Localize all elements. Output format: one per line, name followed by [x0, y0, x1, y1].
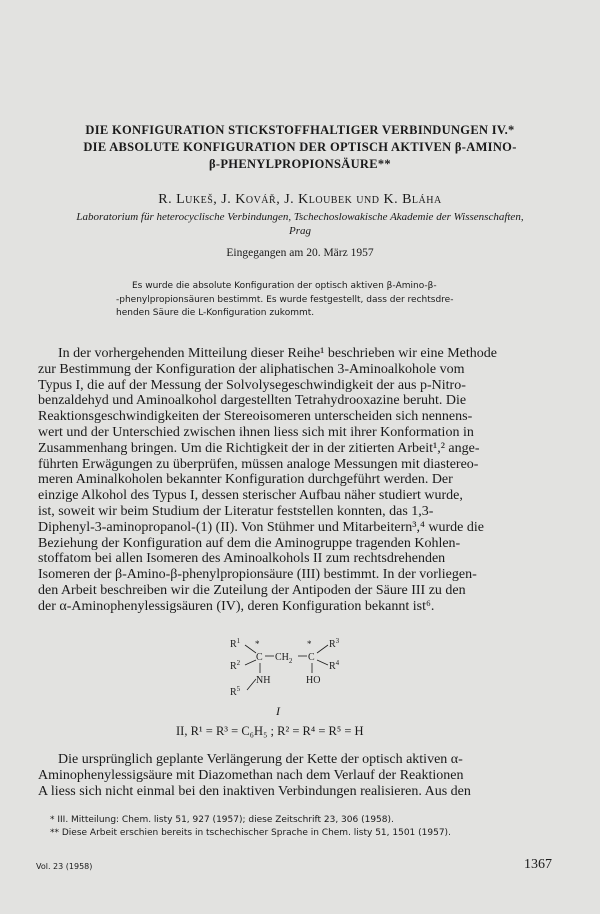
body-line: In der vorhergehenden Mitteilung dieser Reihe¹ beschrieben wir eine Methode [58, 346, 497, 361]
body-line: benzaldehyd und Aminoalkohol dargestellten Tetrahydrooxazine beruht. Die [38, 393, 467, 409]
title-line-3: β-PHENYLPROPIONSÄURE** [209, 157, 391, 171]
body-line: Diphenyl-3-aminopropanol-(1) (II). Von Stühmer und Mitarbeitern³,⁴ wurde die [38, 519, 484, 535]
page-number: 1367 [524, 857, 552, 872]
formula-equation: II, R¹ = R³ = C₆H₅ ; R² = R⁴ = R⁵ = H [176, 724, 364, 738]
abstract [116, 280, 486, 321]
body-line: den Arbeit beschreiben wir die Zuteilung der Antipoden der Säure III zu den [38, 582, 466, 598]
svg-text:R5: $R^5$ [230, 685, 241, 698]
svg-text:R1: $R^1$ [230, 637, 241, 650]
structural-formula [230, 634, 400, 714]
abstract-line: Es wurde die absolute Konfiguration der optisch aktiven β-Amino-β- [132, 281, 437, 291]
body-line: führten Erwägungen zu überprüfen, müssen analoge Messungen mit diastereo- [38, 456, 479, 472]
body-line: Zusammenhang bringen. Um die Richtigkeit der in der zitierten Arbeit¹,² ange- [38, 440, 480, 456]
formula-label: I [276, 704, 280, 718]
body-line: Isomeren der β-Amino-β-phenylpropionsäure (III) bestimmt. In der vorliegen- [38, 567, 477, 583]
author-list: R. Lukeš, J. Kovář, J. Kloubek und K. Bláha [158, 192, 442, 207]
footnotes [50, 814, 550, 839]
body-line: meren Aminalkoholen bekannter Konfiguration durchgeführt werden. Der [38, 472, 453, 488]
received-date: Eingegangen am 20. März 1957 [226, 247, 374, 259]
body-line: einzige Alkohol des Typus I, dessen sterischer Aufbau näher studiert wurde, [38, 488, 463, 504]
affiliation [34, 210, 566, 238]
body-text-continued [38, 752, 568, 799]
affiliation-line-2: Prag [289, 225, 311, 237]
body-line: Aminophenylessigsäure mit Diazomethan nach dem Verlauf der Reaktionen [38, 767, 464, 783]
article-title [40, 122, 560, 173]
abstract-line: henden Säure die L-Konfiguration zukommt. [116, 308, 315, 318]
body-line: stoffatom bei allen Isomeren des Aminoalkohols II zum rechtsdrehenden [38, 551, 446, 567]
svg-text:R3: $R^3$ [329, 637, 340, 650]
body-line: wert und der Unterschied zwischen ihnen liess sich mit ihrer Konformation in [38, 424, 474, 440]
abstract-line: -phenylpropionsäuren bestimmt. Es wurde festgestellt, dass der rechtsdre- [116, 294, 454, 305]
body-line: ist, soweit wir beim Studium der Literatur feststellen konnten, das 1,3- [38, 503, 434, 519]
volume-label: Vol. 23 (1958) [36, 862, 93, 871]
body-line: der α-Aminophenylessigsäuren (IV), deren Konfiguration bekannt ist⁶. [38, 598, 435, 614]
footnote: * III. Mitteilung: Chem. listy 51, 927 (1957); diese Zeitschrift 23, 306 (1958). [50, 815, 394, 825]
svg-text:C: C [308, 652, 315, 663]
body-line: Reaktionsgeschwindigkeiten der Stereoisomeren unterscheiden sich nennens- [38, 409, 473, 425]
title-line-1: DIE KONFIGURATION STICKSTOFFHALTIGER VERBINDUNGEN IV.* [85, 123, 515, 137]
body-line: Die ursprünglich geplante Verlängerung der Kette der optisch aktiven α- [58, 752, 463, 767]
title-line-2: DIE ABSOLUTE KONFIGURATION DER OPTISCH AKTIVEN β-AMINO- [83, 140, 517, 154]
svg-text:HO: HO [306, 675, 321, 686]
body-line: zur Bestimmung der Konfiguration der aliphatischen 3-Aminoalkohole vom [38, 361, 465, 377]
svg-text:*: * [255, 639, 260, 649]
svg-text:C: C [256, 652, 263, 663]
body-line: Typus I, die auf der Messung der Solvolysegeschwindigkeit der aus p-Nitro- [38, 377, 466, 393]
affiliation-line-1: Laboratorium für heterocyclische Verbindungen, Tschechoslowakische Akademie der Wissenschaften, [76, 211, 524, 223]
body-line: A liess sich nicht einmal bei den inaktiven Verbindungen realisieren. Aus den [38, 783, 471, 799]
svg-text:*: * [307, 639, 312, 649]
body-line: Beziehung der Konfiguration auf dem die Aminogruppe tragenden Kohlen- [38, 535, 461, 551]
svg-text:CH2: $CH_2$ [275, 652, 293, 665]
svg-text:R2: $R^2$ [230, 659, 241, 672]
body-text [38, 346, 568, 615]
svg-text:NH: NH [256, 675, 271, 686]
svg-text:R4: $R^4$ [329, 659, 340, 672]
footnote: ** Diese Arbeit erschien bereits in tschechischer Sprache in Chem. listy 51, 1501 (1957). [50, 827, 451, 838]
